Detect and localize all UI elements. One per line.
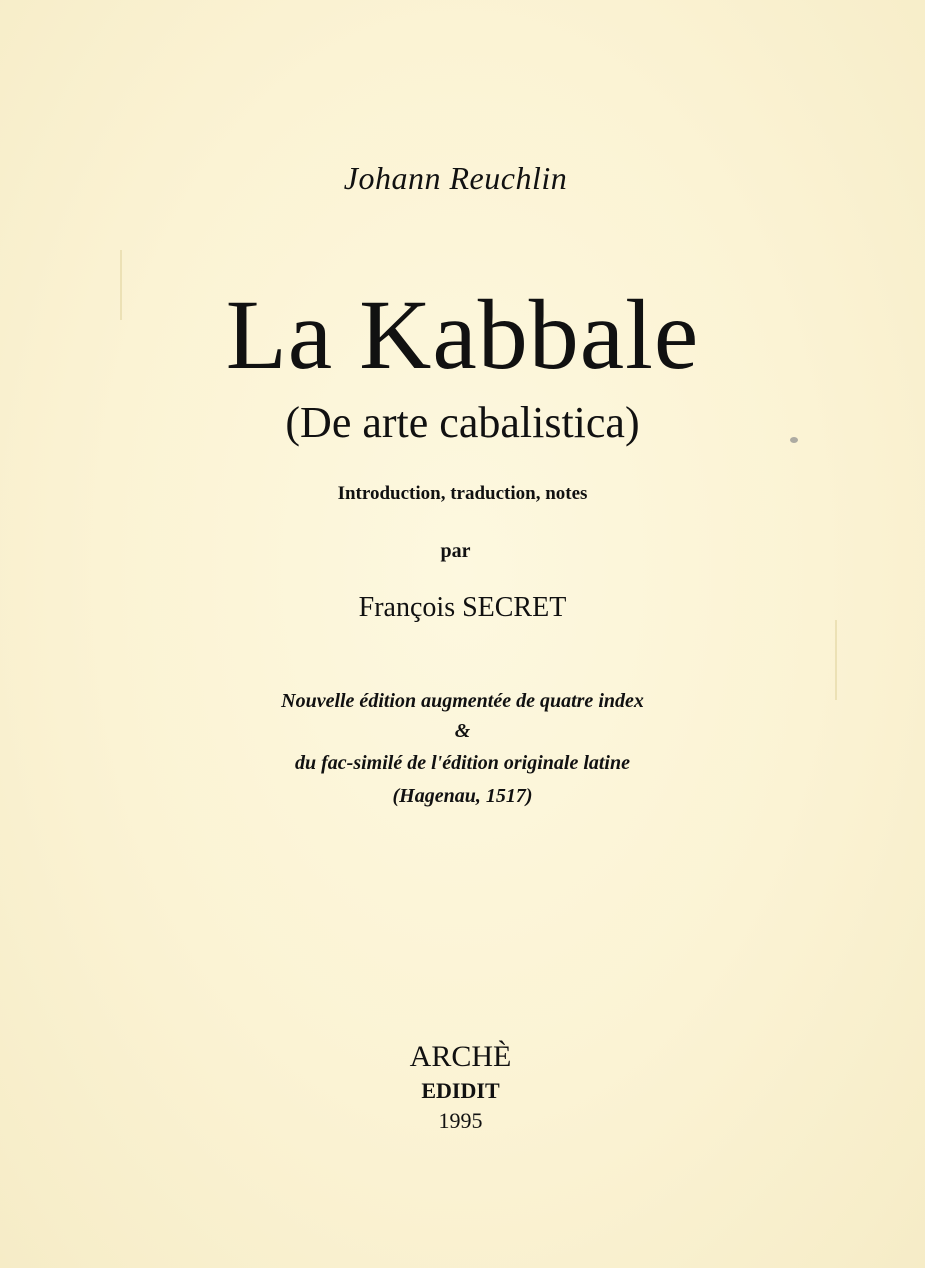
- edition-note-ampersand: &: [454, 720, 471, 742]
- intro-line: Introduction, traduction, notes: [337, 483, 588, 504]
- author-name: Johann Reuchlin: [343, 160, 568, 196]
- imprint-word: EDIDIT: [421, 1078, 500, 1103]
- edition-note-line: Nouvelle édition augmentée de quatre index: [281, 690, 644, 712]
- translator-name: François SECRET: [358, 592, 567, 623]
- book-title: La Kabbale: [225, 279, 700, 390]
- publication-year: 1995: [438, 1108, 483, 1133]
- edition-note-place-date: (Hagenau, 1517): [392, 785, 533, 807]
- publisher-name: ARCHÈ: [409, 1040, 512, 1073]
- paper-crease: [835, 620, 837, 700]
- edition-note-line: du fac-similé de l'édition originale latine: [295, 752, 630, 774]
- par-line: par: [440, 540, 471, 562]
- book-subtitle: (De arte cabalistica): [285, 398, 640, 447]
